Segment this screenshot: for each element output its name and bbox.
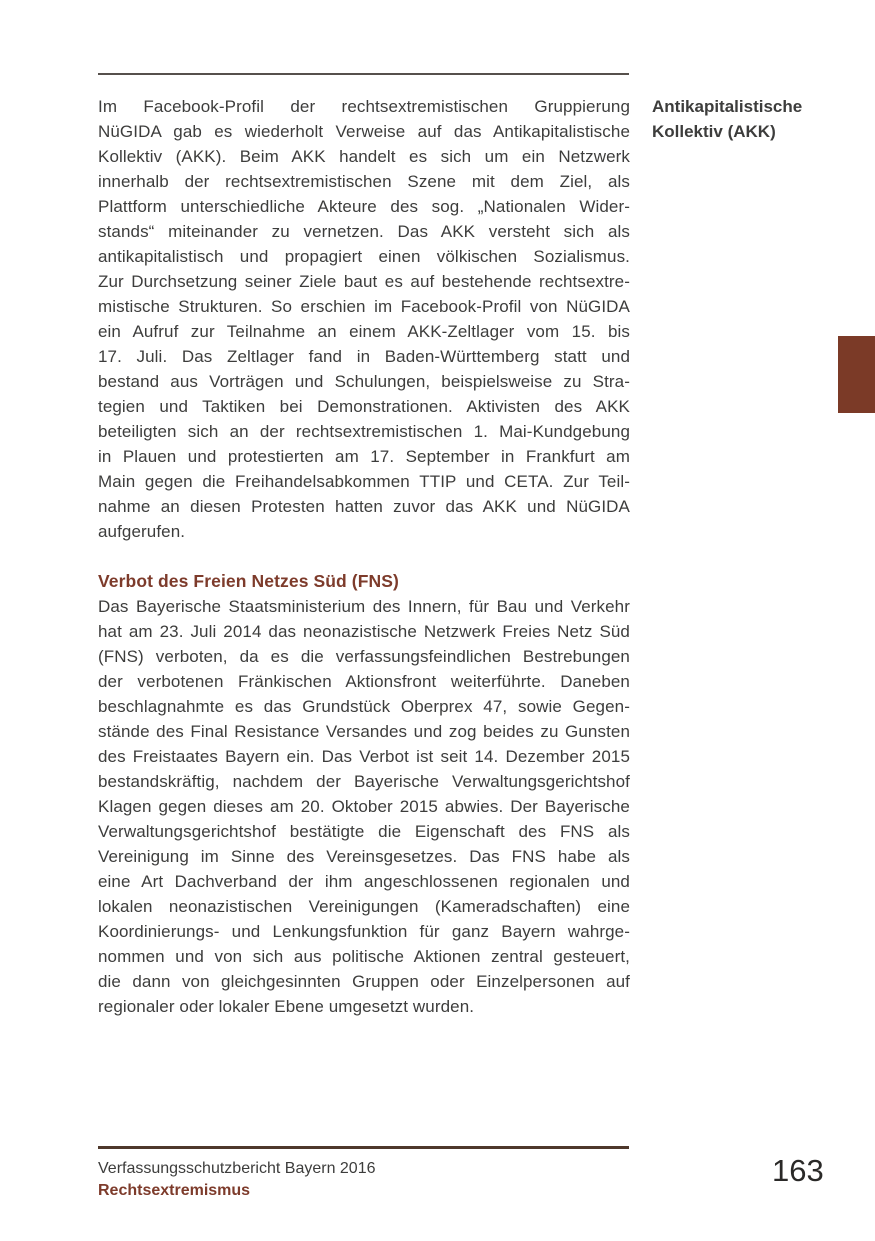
text-line: Das Bayerische Staatsministerium des Innern, für Bau und Verkehr — [98, 597, 630, 616]
text-line: Main gegen die Freihandelsabkommen TTIP und CETA. Zur Teil- — [98, 472, 630, 491]
footer-divider-rule — [98, 1146, 629, 1149]
text-line: Kollektiv (AKK) — [652, 122, 776, 141]
paragraph-akk — [98, 94, 630, 544]
text-line: Verwaltungsgerichtshof bestätigte die Eigenschaft des FNS als — [98, 822, 630, 841]
main-text-column — [98, 94, 630, 1019]
footer-section-label: Rechtsextremismus — [98, 1182, 251, 1199]
text-line: regionaler oder lokaler Ebene umgesetzt wurden. — [98, 997, 475, 1016]
text-line: in Plauen und protestierten am 17. September in Frankfurt am — [98, 447, 630, 466]
text-line: hat am 23. Juli 2014 das neonazistische Netzwerk Freies Netz Süd — [98, 622, 630, 641]
paragraph-spacer — [98, 544, 630, 569]
text-line: antikapitalistisch und propagiert einen völkischen Sozialismus. — [98, 247, 630, 266]
text-line: Kollektiv (AKK). Beim AKK handelt es sich um ein Netzwerk — [98, 147, 630, 166]
text-line: der verbotenen Fränkischen Aktionsfront weiterführte. Daneben — [98, 672, 630, 691]
text-line: Zur Durchsetzung seiner Ziele baut es auf bestehende rechtsextre- — [98, 272, 630, 291]
text-line: aufgerufen. — [98, 522, 186, 541]
text-line: nommen und von sich aus politische Aktionen zentral gesteuert, — [98, 947, 630, 966]
text-line: Vereinigung im Sinne des Vereinsgesetzes. Das FNS habe als — [98, 847, 630, 866]
text-line: ein Aufruf zur Teilnahme an einem AKK-Zeltlager vom 15. bis — [98, 322, 630, 341]
page-number: 163 — [772, 1153, 824, 1188]
text-line: Im Facebook-Profil der rechtsextremistischen Gruppierung — [98, 97, 630, 116]
text-line: bestandskräftig, nachdem der Bayerische Verwaltungsgerichtshof — [98, 772, 630, 791]
text-line: nahme an diesen Protesten hatten zuvor das AKK und NüGIDA — [98, 497, 630, 516]
text-line: (FNS) verboten, da es die verfassungsfeindlichen Bestrebungen — [98, 647, 630, 666]
margin-note-akk — [652, 94, 862, 144]
text-line: Antikapitalistische — [652, 97, 803, 116]
text-line: Klagen gegen dieses am 20. Oktober 2015 abwies. Der Bayerische — [98, 797, 630, 816]
text-line: die dann von gleichgesinnten Gruppen oder Einzelpersonen auf — [98, 972, 630, 991]
text-line: Koordinierungs- und Lenkungsfunktion für ganz Bayern wahrge- — [98, 922, 630, 941]
text-line: lokalen neonazistischen Vereinigungen (Kameradschaften) eine — [98, 897, 630, 916]
text-line: Plattform unterschiedliche Akteure des sog. „Nationalen Wider- — [98, 197, 630, 216]
text-line: 17. Juli. Das Zeltlager fand in Baden-Württemberg statt und — [98, 347, 630, 366]
paragraph-fns — [98, 594, 630, 1019]
text-line: beteiligten sich an der rechtsextremistischen 1. Mai-Kundgebung — [98, 422, 630, 441]
text-line: mistische Strukturen. So erschien im Facebook-Profil von NüGIDA — [98, 297, 630, 316]
chapter-thumb-tab — [838, 336, 875, 413]
text-line: bestand aus Vorträgen und Schulungen, beispielsweise zu Stra- — [98, 372, 630, 391]
footer-report-title: Verfassungsschutzbericht Bayern 2016 — [98, 1160, 376, 1177]
text-line: stände des Final Resistance Versandes und zog beides zu Gunsten — [98, 722, 630, 741]
top-divider-rule — [98, 73, 629, 75]
text-line: innerhalb der rechtsextremistischen Szene mit dem Ziel, als — [98, 172, 630, 191]
text-line: des Freistaates Bayern ein. Das Verbot ist seit 14. Dezember 2015 — [98, 747, 630, 766]
text-line: eine Art Dachverband der ihm angeschlossenen regionalen und — [98, 872, 630, 891]
text-line: beschlagnahmte es das Grundstück Oberprex 47, sowie Gegen- — [98, 697, 630, 716]
text-line: tegien und Taktiken bei Demonstrationen. Aktivisten des AKK — [98, 397, 630, 416]
section-heading-fns: Verbot des Freien Netzes Süd (FNS) — [98, 571, 399, 591]
text-line: NüGIDA gab es wiederholt Verweise auf das Antikapitalistische — [98, 122, 630, 141]
text-line: stands“ miteinander zu vernetzen. Das AKK versteht sich als — [98, 222, 630, 241]
